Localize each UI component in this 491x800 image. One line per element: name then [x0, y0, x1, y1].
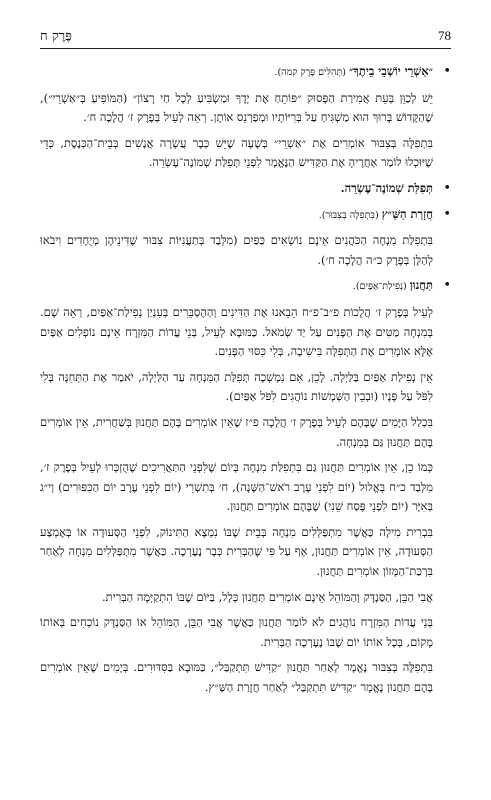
section-source: (נְפִילַת־אַפַּיִם).: [352, 281, 410, 293]
paragraph: אֵין נְפִילַת אַפַּיִם בַּלַּיְלָה. לָכֵן, אִם נִמְשְׁכָה תְּפִלַּת הַמִּנְחָה עַד הַלַּיְלָה, יֹאמַר אֶת הַתְּחִנָּה בְּלִי לִפֹּל עַל פָּנָיו (וּבְבֵין הַשְּׁמָשׁוֹת נוֹהֲגִים לִפֹּל אַפַּיִם).: [40, 369, 433, 404]
section-ashrei: [40, 62, 451, 173]
chapter-title: פֶּרֶק ח: [40, 29, 72, 44]
section-title: תְּפִלַּת שְׁמוֹנֶה־עֶשְׂרֵה.: [340, 180, 433, 195]
section-heading: [40, 205, 433, 226]
section-chazarat-hashatz: [40, 205, 451, 271]
section-heading: [40, 276, 433, 297]
paragraph: יֵשׁ לְכַוֵּן בְּעֵת אֲמִירַת הַפָּסוּק ״פּוֹתֵחַ אֶת יָדֶךָ וּמַשְׂבִּיעַ לְכָל חַי רָצוֹן״ (הַמּוֹפִיעַ בְּ״אַשְׁרֵי״), שֶׁהַקָּדוֹשׁ בָּרוּךְ הוּא מַשְׁגִּיחַ עַל בְּרִיּוֹתָיו וּמְפַרְנֵס אוֹתָן. רְאֵה לְעֵיל בְּפֶרֶק ז׳ הֲלָכָה ח׳.: [40, 90, 433, 125]
paragraph: כְּמוֹ כֵן, אֵין אוֹמְרִים תַּחֲנוּן גַּם בִּתְפִלַּת מִנְחָה בְּיוֹם שֶׁלִּפְנֵי הַתַּאֲרִיכִים שֶׁהֻזְכְּרוּ לְעֵיל בְּפֶרֶק ז׳, מִלְּבַד כ״ח בְּאֱלוּל (יוֹם לִפְנֵי עֶרֶב רֹאשׁ־הַשָּׁנָה), ח׳ בְּתִשְׁרֵי (יוֹם לִפְנֵי עֶרֶב יוֹם הַכִּפּוּרִים) וְי״ג בְּאִיָּר (יוֹם לִפְנֵי פֶּסַח שֵׁנִי) שֶׁבָּהֶם אוֹמְרִים תַּחֲנוּן.: [40, 460, 433, 514]
section-heading: [40, 62, 433, 83]
page-body: [40, 62, 451, 786]
section-tachanun: [40, 276, 451, 697]
paragraph: בִּתְפִלָּה בְּצִבּוּר נֶאֱמָר לְאַחַר תַּחֲנוּן ״קַדִּישׁ תִּתְקַבַּל״, כַּמּוּבָא בַּסִּדּוּרִים. בְּיָמִים שֶׁאֵין אוֹמְרִים בָּהֶם תַּחֲנוּן נֶאֱמָר ״קַדִּישׁ תִּתְקַבַּל״ לְאַחַר חֲזָרַת הַשַּׁ״ץ.: [40, 660, 433, 695]
paragraph: בִּכְלַל הַיָּמִים שֶׁבָּהֶם לְעֵיל בְּפֶרֶק ז׳ הֲלָכָה פ״ז שֶׁאֵין אוֹמְרִים בָּהֶם תַּחֲנוּן בְּשַׁחֲרִית, אֵין אוֹמְרִים בָּהֶם תַּחֲנוּן גַּם בְּמִנְחָה.: [40, 414, 433, 449]
section-title: ״אַשְׁרֵי יוֹשְׁבֵי בֵיתֶךָ״: [348, 64, 433, 78]
paragraph: בִּתְפִלָּה בְּצִבּוּר אוֹמְרִים אֶת ״אַשְׁרֵי״ בְּשָׁעָה שֶׁיֵּשׁ כְּבָר עֲשָׂרָה אֲנָשִׁים בְּבֵית־הַכְּנֶסֶת, כְּדֵי שֶׁיּוּכְלוּ לוֹמַר אַחֲרֶיהָ אֶת הַקַּדִּישׁ הַנֶּאֱמָר לִפְנֵי תְּפִלַּת שְׁמוֹנֶה־עֶשְׂרֵה.: [40, 135, 433, 170]
paragraph: אֲבִי הַבֵּן, הַסַּנְדָּק וְהַמּוֹהֵל אֵינָם אוֹמְרִים תַּחֲנוּן כְּלָל, בַּיּוֹם שֶׁבּוֹ הִתְקַיְּמָה הַבְּרִית.: [102, 589, 433, 604]
section-source: (תְּהִלִּים פֶּרֶק קמה).: [274, 67, 349, 78]
section-shmoneh-esreh: [40, 179, 451, 199]
running-header: [40, 28, 451, 49]
section-title: חֲזָרַת הַשַּׁ״ץ: [381, 206, 433, 221]
paragraph: בִּבְרִית מִילָה כַּאֲשֶׁר מִתְפַּלְּלִים מִנְחָה בְּבֵית שֶׁבּוֹ נִמְצָא הַתִּינוֹק, לִפְנֵי הַסְּעוּדָה אוֹ בְּאֶמְצַע הַסְּעוּדָה, אֵין אוֹמְרִים תַּחֲנוּן, אַף עַל פִּי שֶׁהַבְּרִית כְּבָר נֶעֶרְכָה. כַּאֲשֶׁר מִתְפַּלְּלִים מִנְחָה לְאַחַר בִּרְכַּת־הַמָּזוֹן אוֹמְרִים תַּחֲנוּן.: [40, 524, 433, 579]
paragraph: בִּתְפִלַּת מִנְחָה הַכֹּהֲנִים אֵינָם נוֹשְׂאִים כַּפַּיִם (מִלְּבַד בְּתַעֲנִיּוֹת צִבּוּר שֶׁדִּינֵיהֶן מְיֻחָדִים וִיבֹאוּ לְהַלָּן בְּפֶרֶק כ״ה הֲלָכָה ח׳).: [40, 233, 433, 267]
page-number: 78: [438, 28, 451, 43]
section-title: תַּחֲנוּן: [409, 278, 433, 293]
paragraph: בְּנֵי עֲדוֹת הַמִּזְרָח נוֹהֲגִים לֹא לוֹמַר תַּחֲנוּן כַּאֲשֶׁר אֲבִי הַבֵּן, הַמּוֹהֵל אוֹ הַסַּנְדָּק נוֹכְחִים בְּאוֹתוֹ מָקוֹם, בְּכָל אוֹתוֹ יוֹם שֶׁבּוֹ נֶעֶרְכָה הַבְּרִית.: [40, 615, 433, 649]
section-source: (בִּתְפִלָּה בְּצִבּוּר).: [318, 209, 382, 221]
section-heading: [40, 179, 433, 199]
paragraph: לְעֵיל בְּפֶרֶק ז׳ הֲלָכוֹת פ״ב־פ״ח הֵבֵאנוּ אֶת הַדִּינִים וְהַהֶסְבֵּרִים בְּעִנְיַן נְפִילַת־אַפַּיִם, רְאֵה שָׁם. בְּמִנְחָה מַטִּים אֶת הַפָּנִים עַל יַד שְׂמֹאל. כַּמּוּבָא לְעֵיל, בְּנֵי עֲדוֹת הַמִּזְרָח אֵינָם נוֹפְלִים אַפַּיִם אֶלָּא אוֹמְרִים אֶת הַתְּפִלָּה בִּישִׁיבָה, בְּלִי כִּסּוּי הַפָּנִים.: [40, 304, 433, 359]
